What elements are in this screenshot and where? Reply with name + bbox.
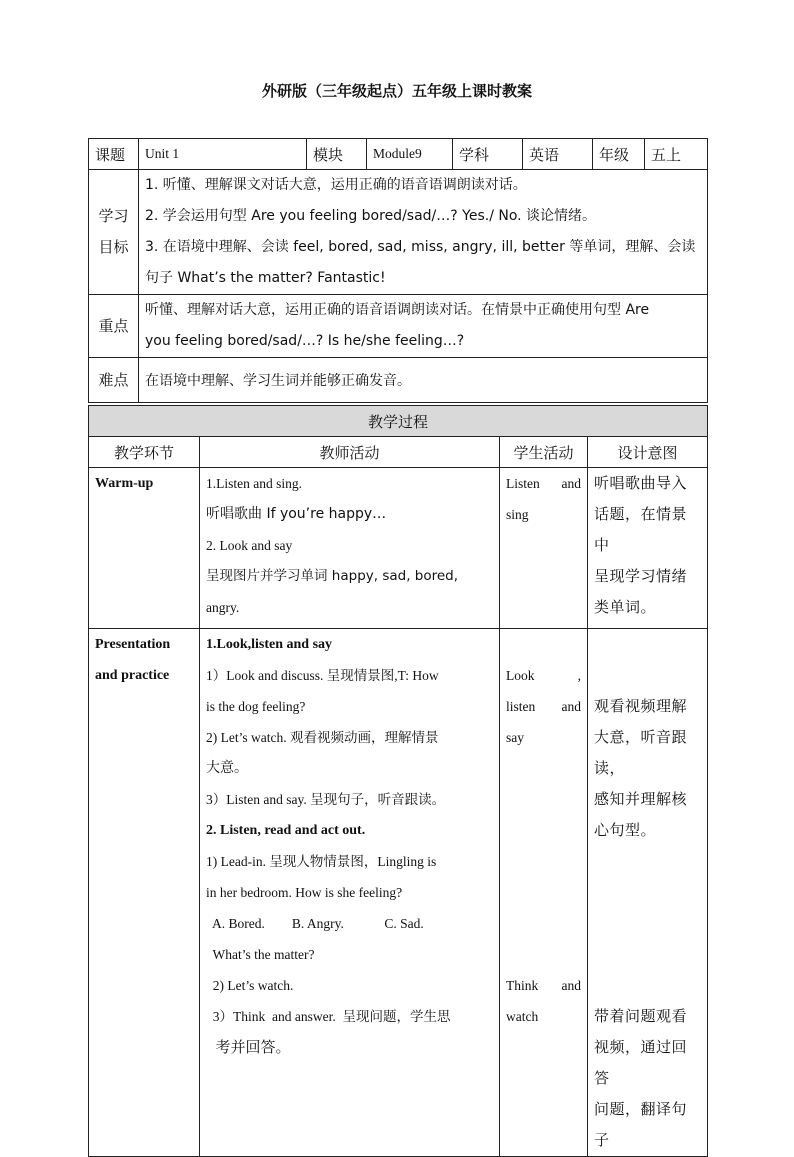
- difficulties-content: 在语境中理解、学习生词并能够正确发音。: [139, 358, 708, 403]
- student-line: sing: [506, 507, 529, 522]
- column-stage: 教学环节: [89, 437, 200, 468]
- difficulties-label: 难点: [89, 358, 139, 403]
- teacher-line: angry.: [206, 600, 240, 615]
- key-point-line: you feeling bored/sad/…? Is he/she feeling…?: [145, 333, 465, 349]
- intent-line: 视频，通过回答: [594, 1038, 688, 1087]
- student-word: Look: [506, 668, 535, 683]
- topic-value: Unit 1: [139, 139, 307, 170]
- student-word: Listen: [506, 476, 540, 491]
- presentation-design-intent: [588, 629, 708, 1157]
- teacher-line: in her bedroom. How is she feeling?: [206, 885, 403, 900]
- intent-line: 类单词。: [594, 598, 657, 616]
- student-word: ,: [577, 668, 581, 683]
- document-title: 外研版（三年级起点）五年级上课时教案: [261, 82, 532, 100]
- student-word: and: [561, 699, 581, 714]
- student-line: [506, 660, 581, 691]
- module-value: Module9: [367, 139, 453, 170]
- warmup-stage-text: Warm-up: [95, 476, 154, 491]
- warmup-design-intent: [588, 468, 708, 629]
- intent-line: 听唱歌曲导入: [594, 474, 688, 492]
- presentation-stage-line: and practice: [95, 668, 170, 683]
- presentation-teacher-activity: [200, 629, 500, 1157]
- goal-line: 2. 学会运用句型 Are you feeling bored/sad/…? Yes./ No. 谈论情绪。: [145, 208, 597, 224]
- presentation-student-activity: [500, 629, 588, 1157]
- module-label: 模块: [307, 139, 367, 170]
- goal-line: 3. 在语境中理解、会读 feel, bored, sad, miss, angry, ill, better 等单词，理解、会读: [145, 239, 696, 255]
- student-line: watch: [506, 1009, 539, 1024]
- goal-line: 1. 听懂、理解课文对话大意，运用正确的语音语调朗读对话。: [145, 177, 527, 193]
- subject-label: 学科: [453, 139, 523, 170]
- grade-label: 年级: [593, 139, 645, 170]
- teacher-line: 呈现图片并学习单词 happy, sad, bored,: [206, 568, 459, 584]
- topic-label: 课题: [89, 139, 139, 170]
- teacher-line: A. Bored. B. Angry. C. Sad.: [206, 916, 424, 931]
- intent-line: 带着问题观看: [594, 1007, 688, 1025]
- student-line: [506, 970, 581, 1001]
- key-points-content: [139, 295, 708, 358]
- goals-content: [139, 170, 708, 295]
- teacher-line: 1.Look,listen and say: [206, 637, 333, 652]
- student-line: say: [506, 730, 524, 745]
- warmup-student-activity: [500, 468, 588, 629]
- column-design-intent: 设计意图: [588, 437, 708, 468]
- intent-line: 话题，在情景中: [594, 505, 688, 554]
- teaching-process-table: [88, 405, 708, 1157]
- teacher-line: 大意。: [206, 760, 248, 776]
- student-word: and: [561, 476, 581, 491]
- teacher-line: 2. Look and say: [206, 538, 293, 553]
- goals-label-line-2: 目标: [98, 238, 129, 256]
- presentation-stage-line: Presentation: [95, 637, 171, 652]
- student-line: [506, 468, 581, 499]
- process-header: 教学过程: [89, 406, 708, 437]
- column-teacher-activity: 教师活动: [200, 437, 500, 468]
- intent-line: 问题，翻译句子: [594, 1100, 688, 1149]
- teacher-line: 2. Listen, read and act out.: [206, 823, 366, 838]
- intent-line: 呈现学习情绪: [594, 567, 688, 585]
- teacher-line: 1.Listen and sing.: [206, 476, 302, 491]
- lesson-info-table: [88, 138, 708, 403]
- student-word: Think: [506, 978, 539, 993]
- teacher-line: 3）Think and answer. 呈现问题，学生思: [206, 1009, 451, 1024]
- student-word: and: [561, 978, 581, 993]
- goals-label-line-1: 学习: [98, 207, 129, 225]
- teacher-line: 听唱歌曲 If you’re happy…: [206, 506, 387, 522]
- teacher-line: is the dog feeling?: [206, 699, 306, 714]
- student-line: [506, 691, 581, 722]
- subject-value: 英语: [523, 139, 593, 170]
- warmup-stage: [89, 468, 200, 629]
- goal-line: 句子 What’s the matter? Fantastic!: [145, 270, 386, 286]
- key-point-line: 听懂、理解对话大意，运用正确的语音语调朗读对话。在情景中正确使用句型 Are: [145, 302, 650, 318]
- intent-line: 感知并理解核: [594, 790, 688, 808]
- warmup-teacher-activity: [200, 468, 500, 629]
- teacher-line: 3）Listen and say. 呈现句子，听音跟读。: [206, 792, 446, 807]
- key-points-label: 重点: [89, 295, 139, 358]
- teacher-line: 考并回答。: [206, 1038, 291, 1056]
- grade-value: 五上: [645, 139, 708, 170]
- column-student-activity: 学生活动: [500, 437, 588, 468]
- teacher-line: 2) Let’s watch.: [206, 978, 294, 993]
- teacher-line: 1）Look and discuss. 呈现情景图,T: How: [206, 668, 439, 683]
- teacher-line: 2) Let’s watch. 观看视频动画，理解情景: [206, 730, 439, 745]
- teacher-line: 1) Lead-in. 呈现人物情景图，Lingling is: [206, 854, 437, 869]
- teacher-line: What’s the matter?: [206, 947, 315, 962]
- student-word: listen: [506, 699, 536, 714]
- presentation-stage: [89, 629, 200, 1157]
- intent-line: 心句型。: [594, 821, 657, 839]
- intent-line: 大意，听音跟读，: [594, 728, 688, 777]
- goals-label: [89, 170, 139, 295]
- intent-line: 观看视频理解: [594, 697, 688, 715]
